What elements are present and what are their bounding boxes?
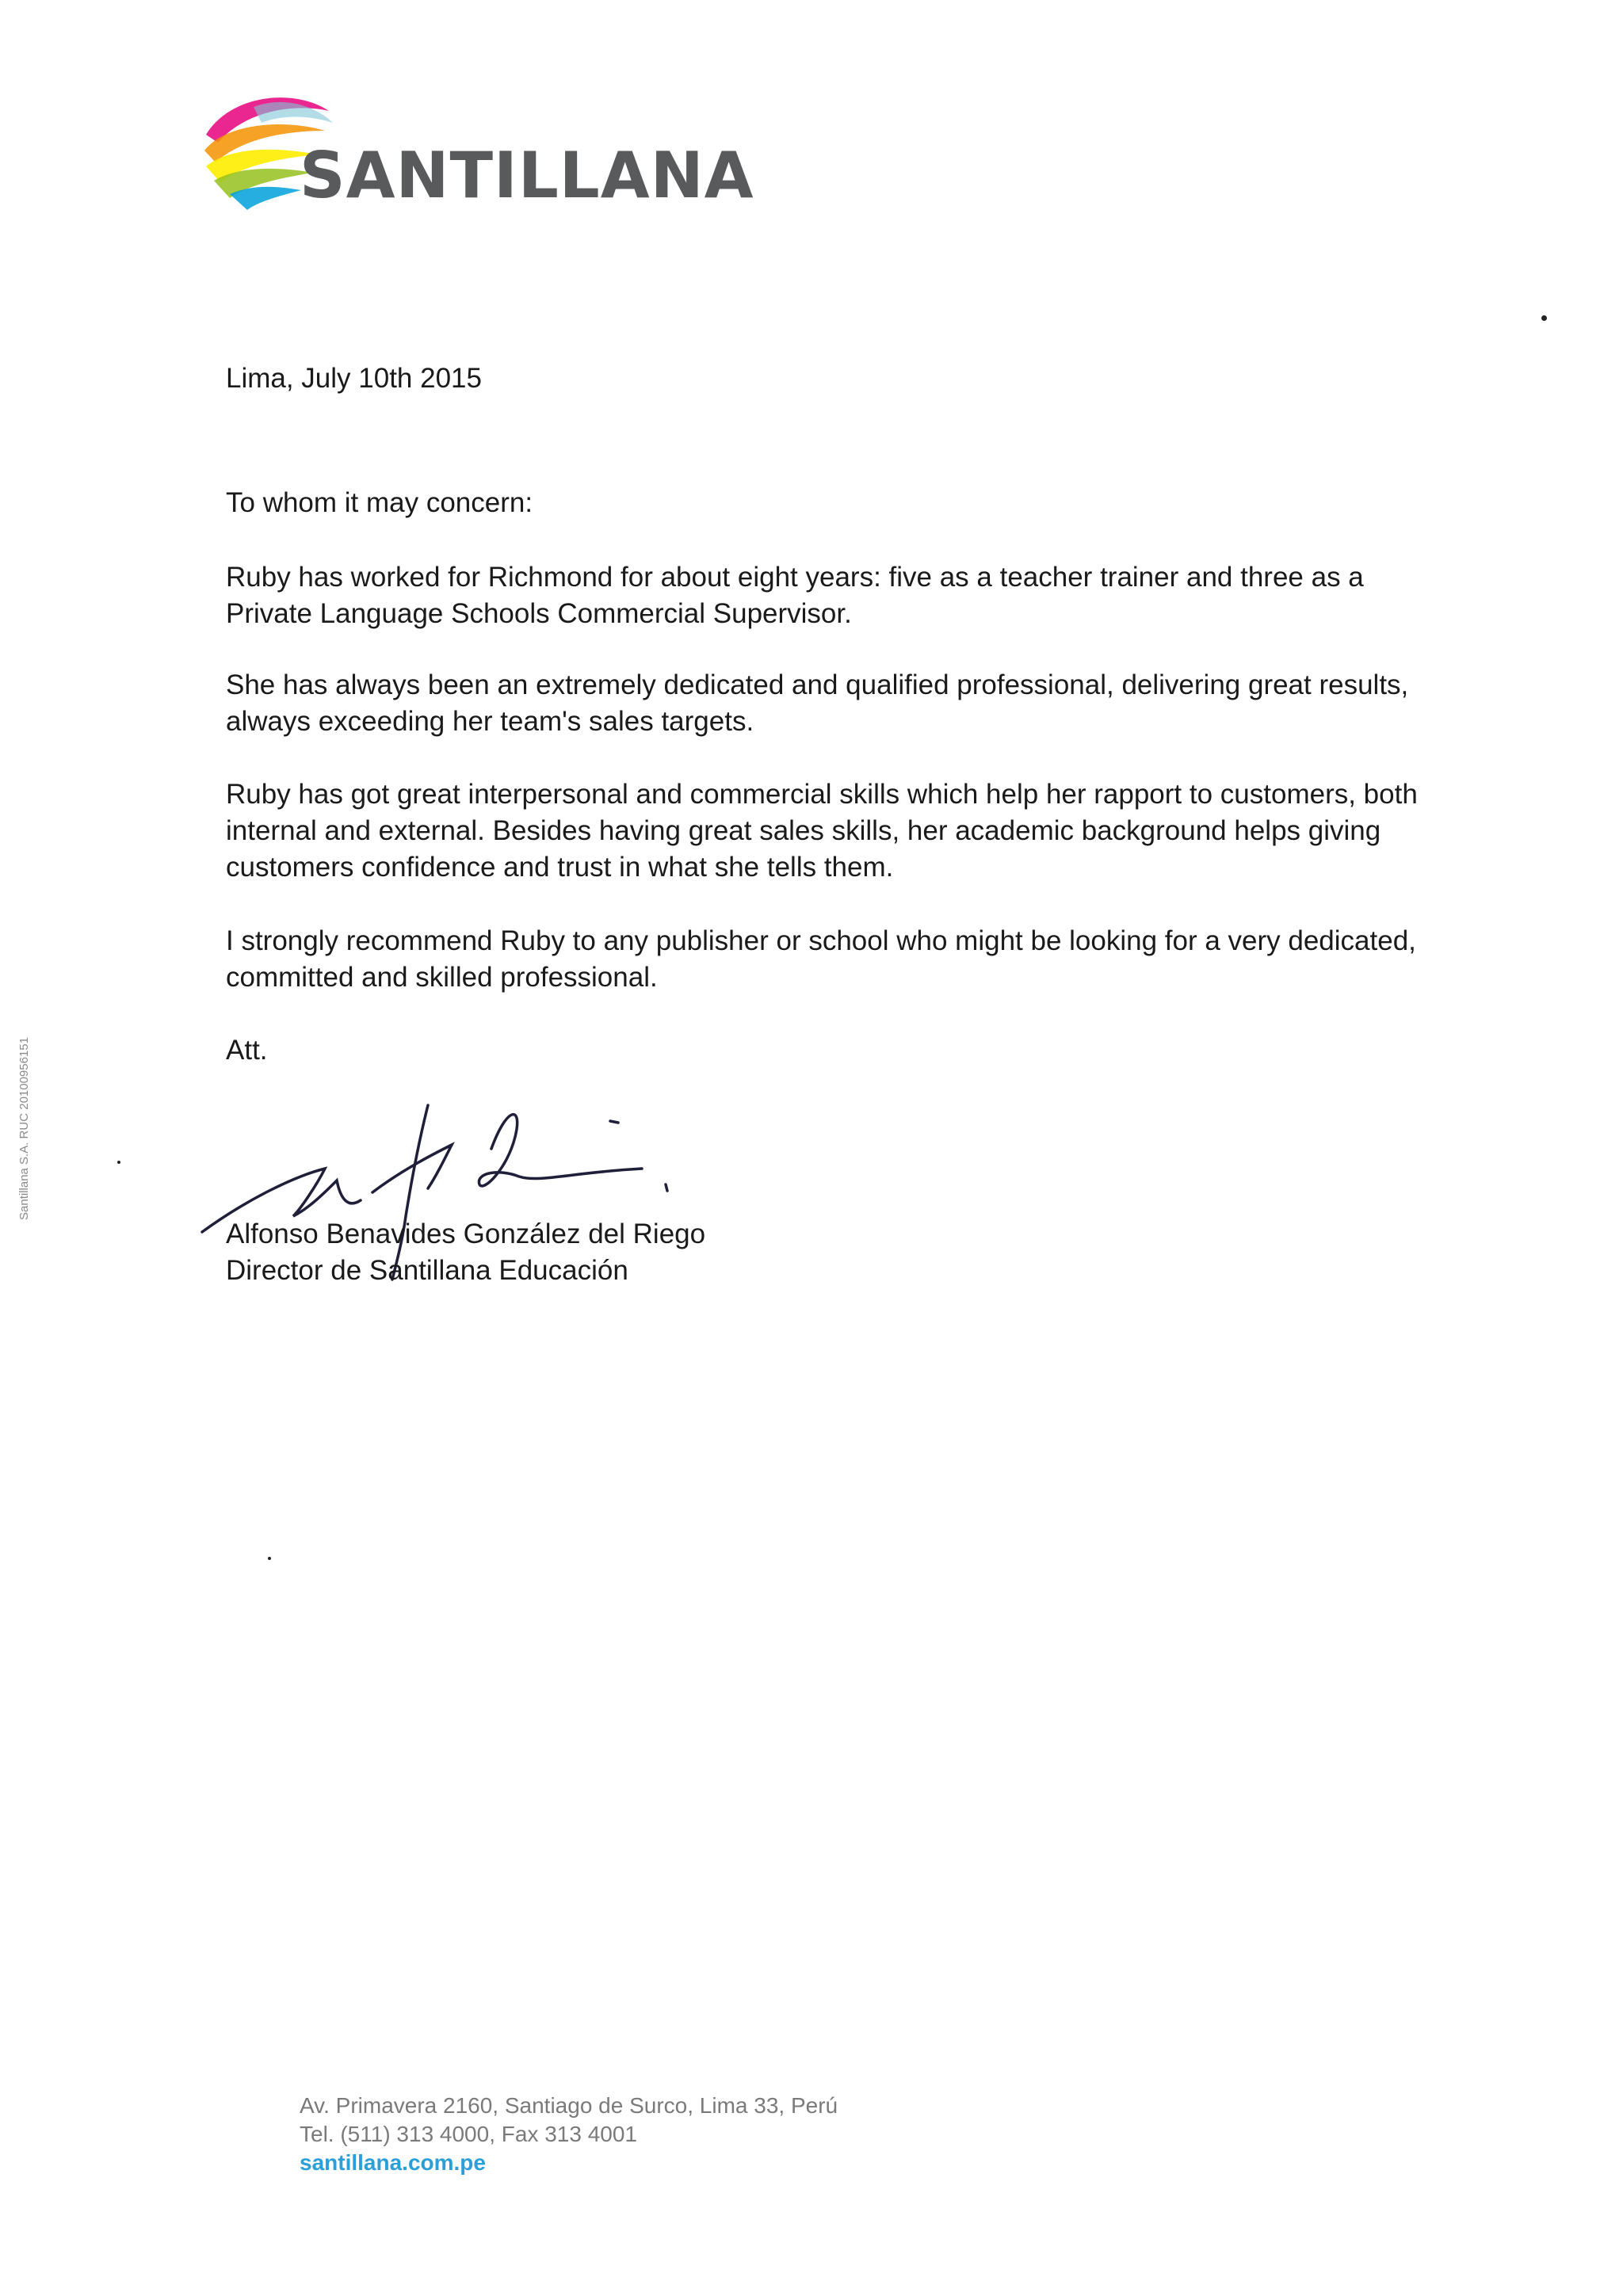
letter-paragraph: She has always been an extremely dedicated and qualified professional, delivering great results, always exceeding her team's sales targets. [226,669,1409,737]
footer-phone: Tel. (511) 313 4000, Fax 313 4001 [300,2122,638,2146]
scan-speck [268,1557,271,1560]
signer-name: Alfonso Benavides González del Riego [226,1219,706,1249]
letter-footer [300,2092,838,2177]
footer-website-link[interactable]: santillana.com.pe [300,2150,486,2175]
santillana-wordmark: SANTILLANA [300,139,754,212]
signer-title: Director de Santillana Educación [226,1255,628,1286]
letter-paragraph: Ruby has got great interpersonal and commercial skills which help her rapport to customers, both internal and external. Besides having great sales skills, her academic background helps giving customers confidence and trust in what she tells them. [226,779,1418,883]
scan-speck [1541,315,1547,321]
company-registration-text: Santillana S.A. RUC 20100956151 [17,1037,31,1220]
letter-paragraph: I strongly recommend Ruby to any publisher or school who might be looking for a very dedicated, committed and skilled professional. [226,925,1416,993]
letter-closing: Att. [226,1035,268,1066]
letter-date: Lima, July 10th 2015 [226,363,482,394]
letter-greeting: To whom it may concern: [226,487,533,518]
letter-paragraph: Ruby has worked for Richmond for about eight years: five as a teacher trainer and three as a Private Language Schools Commercial Supervisor. [226,562,1364,629]
santillana-logo [198,87,754,222]
signer-block [226,1216,705,1289]
scan-speck [117,1161,120,1164]
footer-address: Av. Primavera 2160, Santiago de Surco, Lima 33, Perú [300,2093,838,2118]
